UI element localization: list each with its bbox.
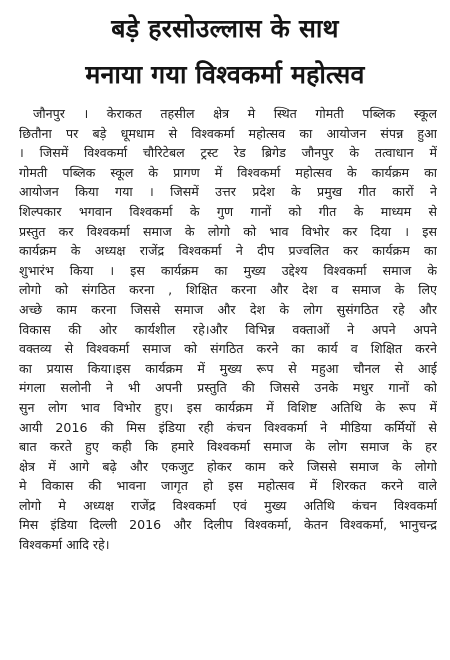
article-line: विश्वकर्मा आदि रहे। — [19, 537, 110, 553]
article-line: मिस इंडिया दिल्ली 2016 और दिलीप विश्वकर्मा, केतन विश्वकर्मा, भानुचन्द्र — [19, 517, 437, 533]
article-line: आयी 2016 की मिस इंडिया रही कंचन विश्वकर्मा ने मीडिया कर्मियों से — [19, 419, 437, 435]
article-line: जौनपुर । केराकत तहसील क्षेत्र मे स्थित गोमती पब्लिक स्कूल — [33, 106, 437, 121]
article-line: शुभारंभ किया । इस कार्यक्रम का मुख्य उद्देश्य विश्वकर्मा समाज के — [19, 262, 437, 278]
article-line: वक्तव्य से विश्वकर्मा समाज को संगठित करने का कार्य व शिक्षित करने — [19, 341, 437, 357]
article-line: मे विकास की भावना जागृत हो इस महोत्सव में शिरकत करने वाले — [19, 478, 437, 494]
article-line: विकास की ओर कार्यशील रहे।और विभिन्न वक्ताओं ने अपने अपने — [19, 321, 437, 337]
article-line: बात करते हुए कही कि हमारे विश्वकर्मा समाज के लोग समाज के हर — [19, 439, 437, 455]
article-line: क्षेत्र में आगे बढ़े और एकजुट होकर काम करे जिससे समाज के लोगो — [19, 458, 437, 474]
article-line: मंगला सलोनी ने भी अपनी प्रस्तुति की जिससे उनके मधुर गानों को — [19, 380, 437, 396]
article-line: लोगो को संगठित करना , शिक्षित करना और देश व समाज के लिए — [19, 282, 437, 298]
article-line: गोमती पब्लिक स्कूल के प्रागण में विश्वकर्मा महोत्सव के कार्यक्रम का — [19, 164, 437, 180]
article-line: शिल्पकार भगवान विश्वकर्मा के गुण गानों को गीत के माध्यम से — [19, 203, 437, 219]
article-line: कार्यक्रम के अध्यक्ष राजेंद्र विश्वकर्मा ने दीप प्रज्वलित कर कार्यक्रम का — [19, 243, 437, 259]
article-body — [19, 104, 437, 555]
article-line: लोगो मे अध्यक्ष राजेंद्र विश्वकर्मा एवं मुख्य अतिथि कंचन विश्वकर्मा — [19, 497, 437, 513]
article-paragraph — [19, 104, 437, 555]
headline-line-1: बड़े हरसोउल्लास के साथ — [111, 14, 339, 43]
article-line: छितौना पर बड़े धूमधाम से विश्वकर्मा महोत्सव का आयोजन संपन्न हुआ — [19, 125, 437, 141]
article-line: का प्रयास किया।इस कार्यक्रम में मुख्य रूप से महुआ चौनल से आई — [19, 360, 437, 376]
headline-line-2: मनाया गया विश्वकर्मा महोत्सव — [85, 60, 365, 89]
article-line: प्रस्तुत कर विश्वकर्मा समाज के लोगो को भाव विभोर कर दिया । इस — [19, 223, 437, 239]
article-line: । जिसमें विश्वकर्मा चौरिटेबल ट्रस्ट रेड ब्रिगेड जौनपुर के तत्वाधान में — [19, 145, 437, 161]
article-line: सुन लोग भाव विभोर हुए। इस कार्यक्रम में विशिष्ट अतिथि के रूप में — [19, 399, 437, 415]
article-line: आयोजन किया गया । जिसमें उत्तर प्रदेश के प्रमुख गीत कारों ने — [19, 184, 437, 200]
article-line: अच्छे काम करना जिससे समाज और देश के लोग सुसंगठित रहे और — [19, 301, 437, 317]
